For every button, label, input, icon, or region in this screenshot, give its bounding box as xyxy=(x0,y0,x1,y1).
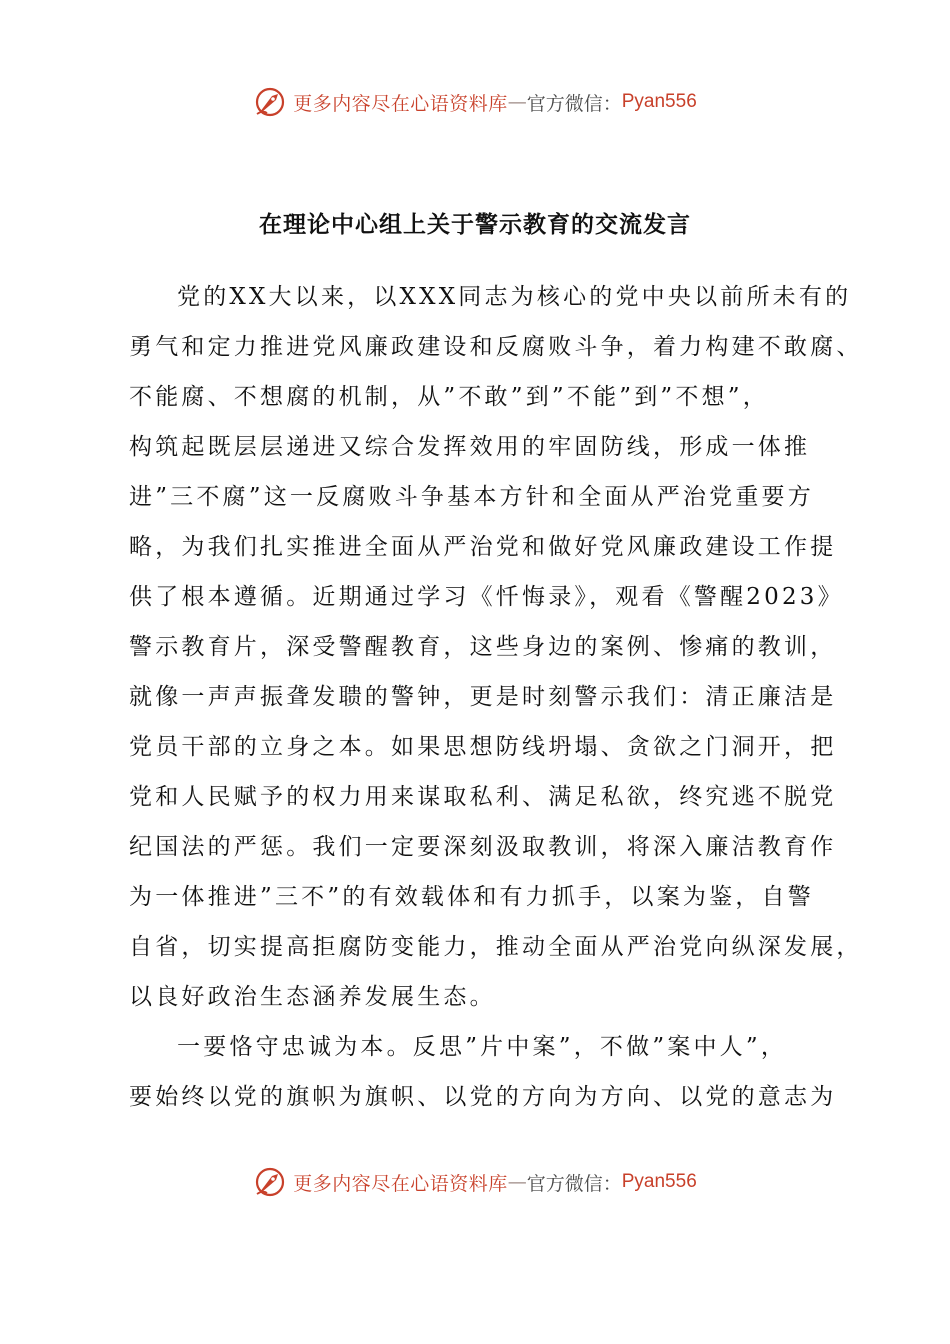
text-line: 构筑起既层层递进又综合发挥效用的牢固防线，形成一体推 xyxy=(129,434,811,460)
text-line: 党员干部的立身之本。如果思想防线坍塌、贪欲之门洞开，把 xyxy=(129,734,837,760)
banner-wechat-id: Pyan556 xyxy=(621,91,697,112)
header-watermark-banner xyxy=(0,82,950,122)
text-line: 党的XX大以来，以XXX同志为核心的党中央以前所未有的 xyxy=(177,284,852,310)
text-line: 勇气和定力推进党风廉政建设和反腐败斗争，着力构建不敢腐、 xyxy=(129,334,863,360)
text-line: 党和人民赋予的权力用来谋取私利、满足私欲，终究逃不脱党 xyxy=(129,784,837,810)
document-title: 在理论中心组上关于警示教育的交流发言 xyxy=(259,212,691,238)
text-line: 一要恪守忠诚为本。反思”片中案”，不做”案中人”， xyxy=(177,1034,788,1060)
text-line: 自省，切实提高拒腐防变能力，推动全面从严治党向纵深发展， xyxy=(129,934,863,960)
text-line: 进”三不腐”这一反腐败斗争基本方针和全面从严治党重要方 xyxy=(129,484,814,510)
text-line: 为一体推进”三不”的有效载体和有力抓手，以案为鉴，自警 xyxy=(129,884,814,910)
text-line: 供了根本遵循。近期通过学习《忏悔录》，观看《警醒2023》 xyxy=(129,584,844,610)
banner-wechat-id: Pyan556 xyxy=(621,1171,697,1192)
text-line: 略，为我们扎实推进全面从严治党和做好党风廉政建设工作提 xyxy=(129,534,837,560)
footer-watermark-banner xyxy=(0,1162,950,1202)
document-body xyxy=(129,272,863,1122)
text-line: 以良好政治生态涵养发展生态。 xyxy=(129,984,496,1010)
banner-separator: — xyxy=(507,91,527,113)
text-line: 警示教育片，深受警醒教育，这些身边的案例、惨痛的教训， xyxy=(129,634,837,660)
text-line: 要始终以党的旗帜为旗帜、以党的方向为方向、以党的意志为 xyxy=(129,1084,837,1110)
paragraph-1 xyxy=(129,272,863,1022)
paragraph-2 xyxy=(129,1022,859,1122)
text-line: 纪国法的严惩。我们一定要深刻汲取教训，将深入廉洁教育作 xyxy=(129,834,837,860)
pen-nib-logo-icon xyxy=(253,1165,287,1199)
banner-promo-text: 更多内容尽在心语资料库 xyxy=(293,1172,508,1195)
pen-nib-logo-icon xyxy=(253,85,287,119)
banner-promo-text: 更多内容尽在心语资料库 xyxy=(293,92,508,115)
banner-wechat-label: 官方微信： xyxy=(526,1172,622,1195)
text-line: 就像一声声振聋发聩的警钟，更是时刻警示我们：清正廉洁是 xyxy=(129,684,837,710)
text-line: 不能腐、不想腐的机制，从”不敢”到”不能”到”不想”， xyxy=(129,384,769,410)
banner-wechat-label: 官方微信： xyxy=(526,92,622,115)
banner-separator: — xyxy=(507,1171,527,1193)
